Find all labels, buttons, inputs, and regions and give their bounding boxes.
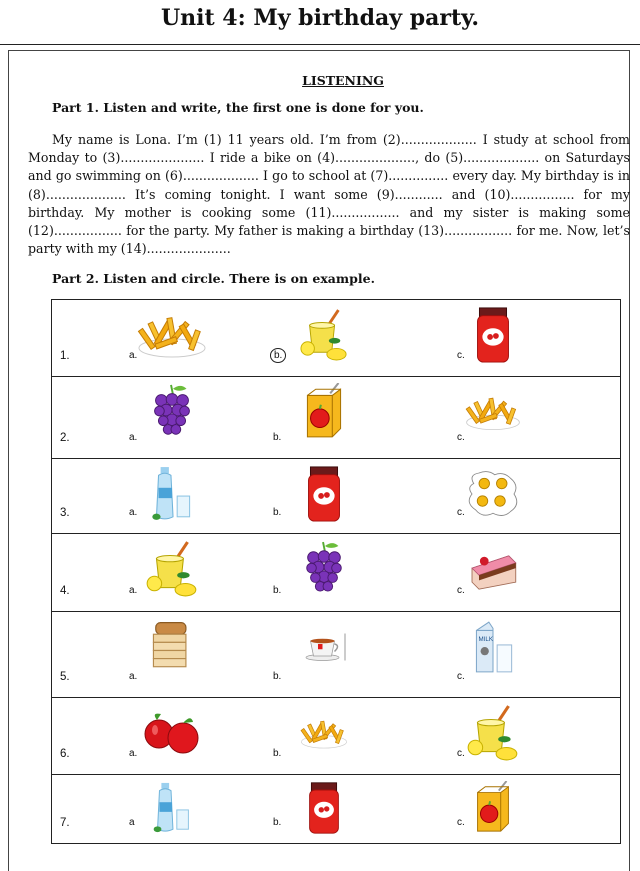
table-row xyxy=(52,775,621,844)
apples-icon[interactable] xyxy=(137,704,207,762)
eggs-icon[interactable] xyxy=(465,465,521,523)
milk-icon[interactable] xyxy=(465,618,521,676)
part1-instruction: Part 1. Listen and write, the first one is done for you. xyxy=(52,100,424,115)
cake-icon[interactable] xyxy=(465,540,521,598)
question-number: 6. xyxy=(60,748,70,760)
question-row xyxy=(52,534,620,611)
option-b[interactable]: b. xyxy=(273,432,282,443)
option-b[interactable]: b. xyxy=(273,817,282,828)
juice-icon[interactable] xyxy=(465,704,521,762)
question-number: 5. xyxy=(60,671,70,683)
question-row xyxy=(52,612,620,697)
question-number: 7. xyxy=(60,817,70,829)
part1-text: My name is Lona. I’m (1) 11 years old. I’m from (2)................... I study at school from Monday to (3)..................... I ride a bike on (4)...................., do (5)................... on Saturdays and go swimming on (6)................... I go to school at (7)............... every day. My birthday is in (8).................... It’s coming tonight. I want some (9)............ and (10)................ for my birthday. My mother is cooking some (11)................. and my sister is making some (12)................. for the party. My father is making a birthday (13)................. for me. Now, let’s party with my (14)..................... xyxy=(28,132,630,257)
juice-icon[interactable] xyxy=(137,540,207,598)
option-c[interactable]: c. xyxy=(457,350,465,361)
fries-icon[interactable] xyxy=(465,383,521,441)
fries-icon[interactable] xyxy=(300,704,348,762)
question-row xyxy=(52,300,620,376)
section-heading: LISTENING xyxy=(302,73,384,88)
option-c[interactable]: c. xyxy=(457,748,465,759)
option-a[interactable]: a. xyxy=(129,350,138,361)
juice-icon[interactable] xyxy=(300,306,348,364)
option-b[interactable]: b. xyxy=(273,585,282,596)
option-a[interactable]: a. xyxy=(129,432,138,443)
jam-jar-icon[interactable] xyxy=(300,781,348,835)
option-a[interactable]: a. xyxy=(129,507,138,518)
question-number: 2. xyxy=(60,432,70,444)
table-row xyxy=(52,534,621,612)
part1-paragraph xyxy=(28,131,630,258)
option-a[interactable]: a xyxy=(129,817,135,828)
option-c[interactable]: c. xyxy=(457,585,465,596)
grapes-icon[interactable] xyxy=(137,383,207,441)
table-row xyxy=(52,698,621,775)
juice-box-icon[interactable] xyxy=(300,383,348,441)
option-b[interactable]: b. xyxy=(273,507,282,518)
option-a[interactable]: a. xyxy=(129,585,138,596)
option-b[interactable] xyxy=(270,350,286,361)
title-bar xyxy=(0,0,640,45)
table-row xyxy=(52,377,621,459)
table-row xyxy=(52,300,621,377)
jam-jar-icon[interactable] xyxy=(465,306,521,364)
grapes-icon[interactable] xyxy=(300,540,348,598)
water-bottle-icon[interactable] xyxy=(137,781,207,835)
page-title: Unit 4: My birthday party. xyxy=(160,5,480,31)
question-row xyxy=(52,377,620,458)
option-c[interactable]: c. xyxy=(457,507,465,518)
option-a[interactable]: a. xyxy=(129,671,138,682)
table-row xyxy=(52,612,621,698)
question-number: 3. xyxy=(60,507,70,519)
jam-jar-icon[interactable] xyxy=(300,465,348,523)
juice-box-icon[interactable] xyxy=(465,781,521,835)
bread-icon[interactable] xyxy=(137,618,207,676)
option-b[interactable]: b. xyxy=(273,671,282,682)
circled-answer: b. xyxy=(270,348,286,363)
question-number: 1. xyxy=(60,350,70,362)
option-c[interactable]: c. xyxy=(457,817,465,828)
question-row xyxy=(52,775,620,843)
question-row xyxy=(52,698,620,774)
tea-icon[interactable] xyxy=(300,618,348,676)
water-bottle-icon[interactable] xyxy=(137,465,207,523)
question-number: 4. xyxy=(60,585,70,597)
option-c[interactable]: c. xyxy=(457,671,465,682)
part2-instruction: Part 2. Listen and circle. There is on example. xyxy=(52,271,375,286)
option-b[interactable]: b. xyxy=(273,748,282,759)
option-a[interactable]: a. xyxy=(129,748,138,759)
option-c[interactable]: c. xyxy=(457,432,465,443)
fries-icon[interactable] xyxy=(137,306,207,364)
question-table xyxy=(51,299,621,844)
question-row xyxy=(52,459,620,533)
table-row xyxy=(52,459,621,534)
